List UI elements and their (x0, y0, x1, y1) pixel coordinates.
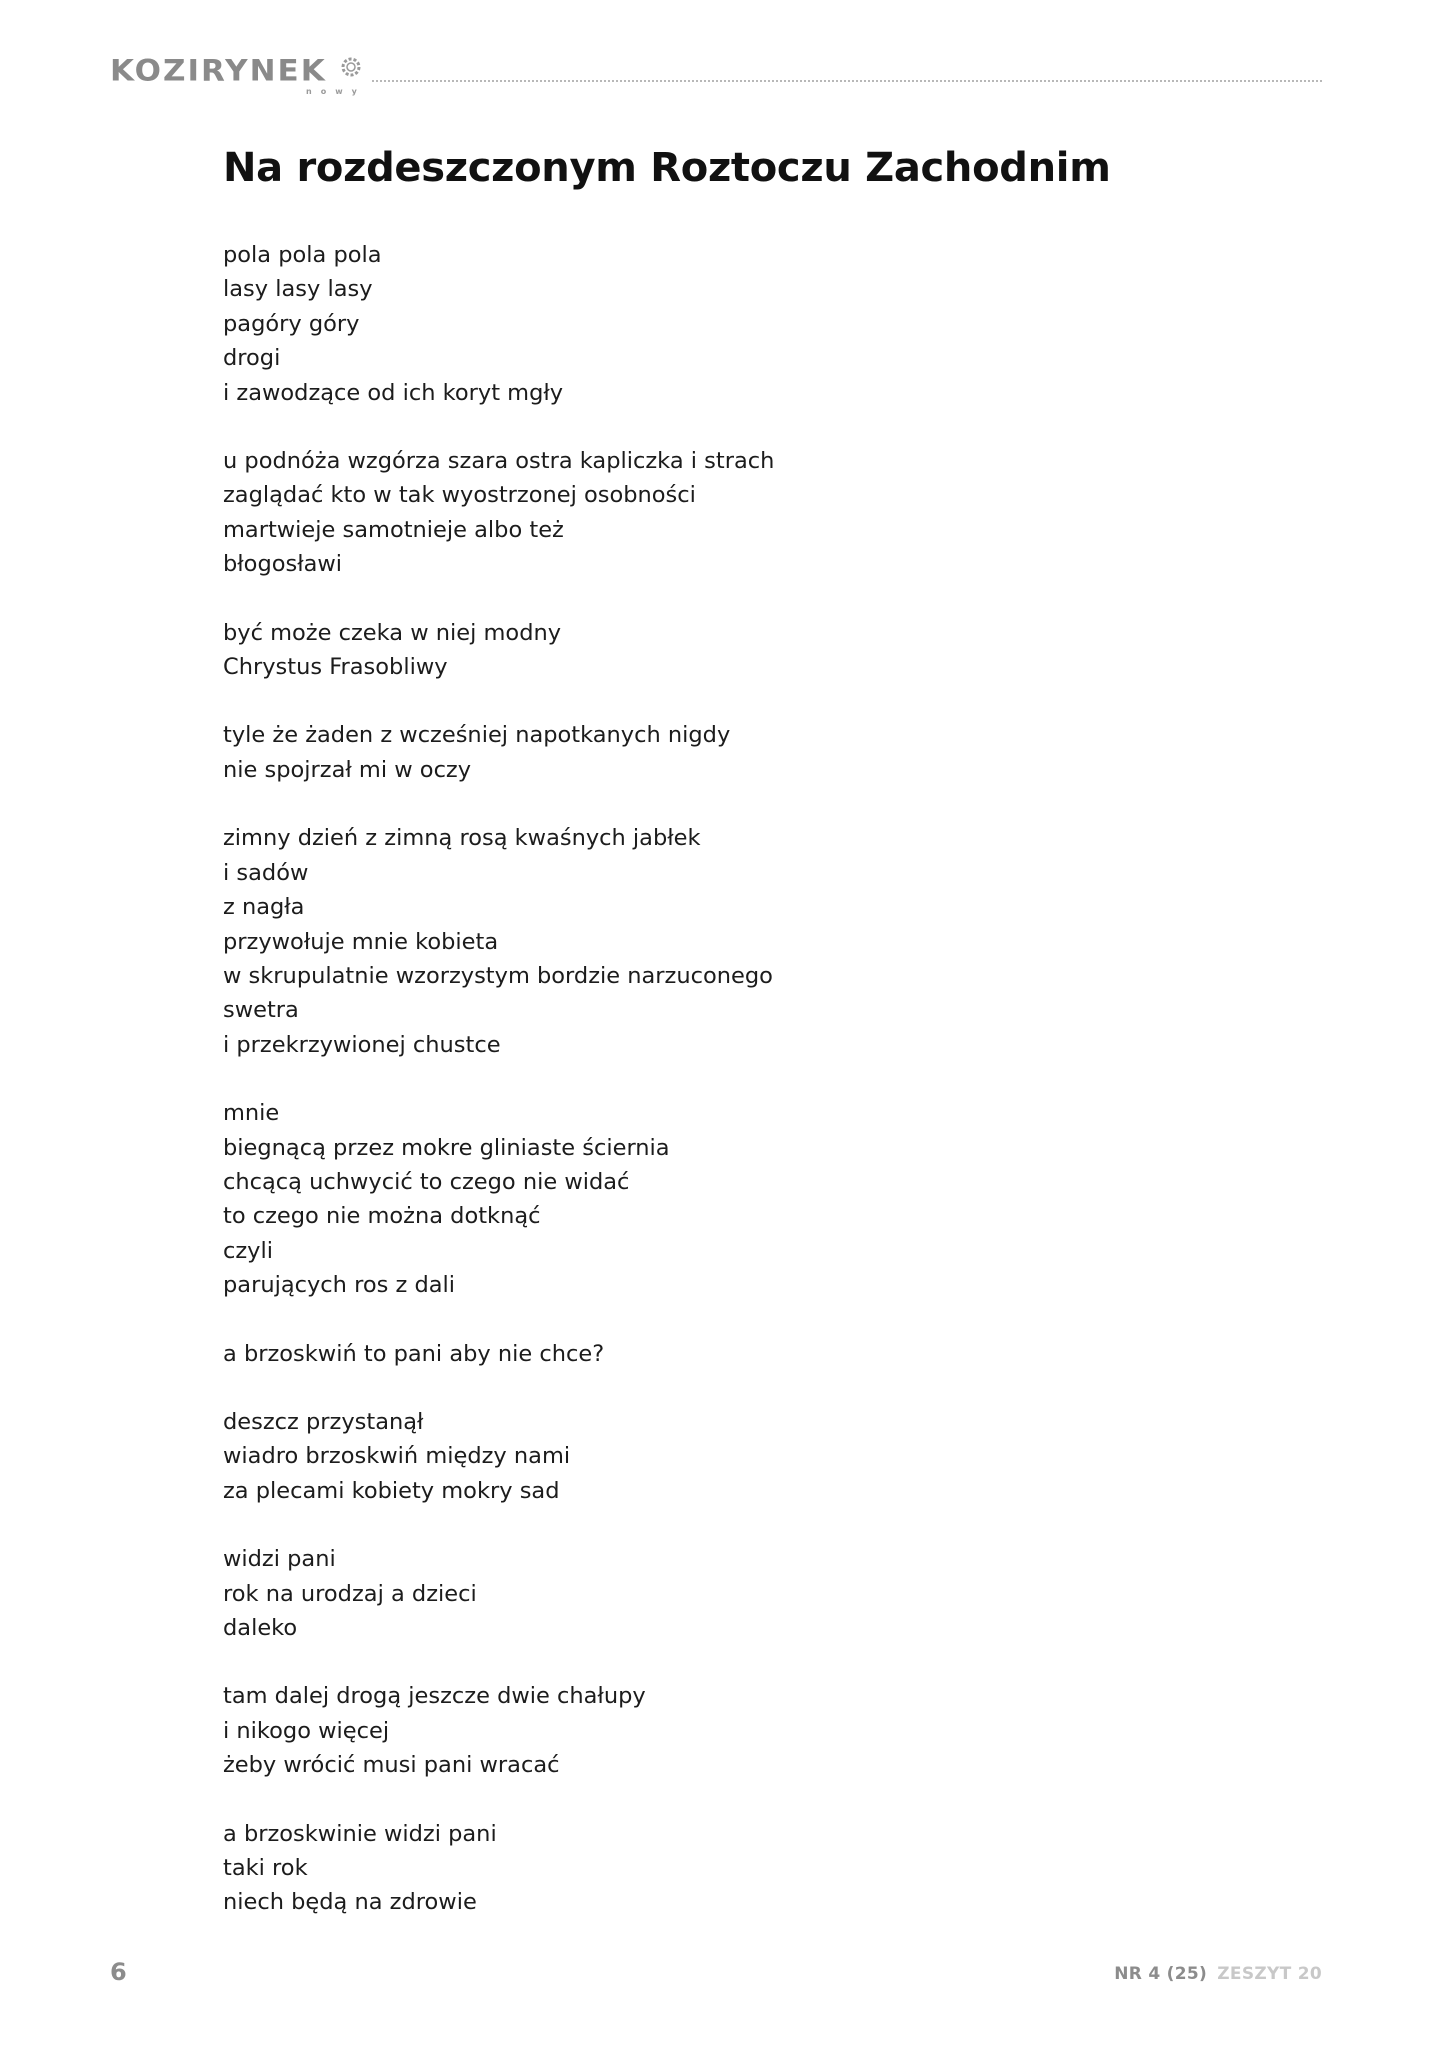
poem-stanza (223, 1817, 1223, 1920)
poem-line: Chrystus Frasobliwy (223, 654, 448, 681)
poem-line: w skrupulatnie wzorzystym bordzie narzuconego (223, 962, 773, 989)
poem-stanza (223, 1405, 1223, 1508)
poem-line: drogi (223, 345, 281, 372)
poem-line: za plecami kobiety mokry sad (223, 1477, 560, 1504)
poem-line: i zawodzące od ich koryt mgły (223, 379, 564, 406)
poem-line: z nagła (223, 894, 305, 921)
issue-number: NR 4 (25) (1114, 1964, 1208, 1984)
poem-stanza (223, 1679, 1223, 1782)
poem-line: czyli (223, 1237, 273, 1264)
poem-body (223, 238, 1223, 1920)
poem-line: widzi pani (223, 1546, 336, 1573)
zeszyt-number: ZESZYT 20 (1217, 1964, 1322, 1984)
poem-line: a brzoskwiń to pani aby nie chce? (223, 1340, 605, 1367)
poem-line: martwieje samotnieje albo też (223, 516, 564, 543)
poem-line: parujących ros z dali (223, 1272, 456, 1299)
poem-stanza (223, 718, 1223, 787)
poem-line: mnie (223, 1100, 280, 1127)
poem-stanza (223, 616, 1223, 685)
poem-line: pola pola pola (223, 242, 382, 268)
poem-line: tam dalej drogą jeszcze dwie chałupy (223, 1683, 646, 1710)
poem-line: u podnóża wzgórza szara ostra kapliczka i strach (223, 448, 775, 475)
poem-line: przywołuje mnie kobieta (223, 928, 499, 955)
page-header (110, 52, 1322, 102)
poem-stanza (223, 1542, 1223, 1645)
poem-line: to czego nie można dotknąć (223, 1203, 541, 1230)
poem-line: pagóry góry (223, 310, 360, 337)
poem-line: swetra (223, 997, 299, 1024)
poem-line: daleko (223, 1615, 298, 1641)
poem-line: żeby wrócić musi pani wracać (223, 1752, 560, 1779)
poem-line: chcącą uchwycić to czego nie widać (223, 1168, 630, 1195)
logo-text: KOZIRYNEK (110, 53, 327, 89)
header-divider (372, 80, 1322, 82)
poem-stanza (223, 821, 1223, 1062)
article (223, 142, 1223, 1954)
poem-line: lasy lasy lasy (223, 276, 373, 303)
poem-line: i sadów (223, 859, 309, 886)
poem-line: zaglądać kto w tak wyostrzonej osobności (223, 482, 696, 509)
poem-line: być może czeka w niej modny (223, 619, 562, 646)
issue-info (1114, 1964, 1322, 1984)
poem-line: wiadro brzoskwiń między nami (223, 1443, 571, 1470)
logo-subtext: nowy (306, 87, 366, 96)
poem-line: deszcz przystanął (223, 1408, 424, 1435)
poem-line: rok na urodzaj a dzieci (223, 1580, 477, 1607)
poem-line: i przekrzywionej chustce (223, 1031, 501, 1058)
poem-stanza (223, 1096, 1223, 1302)
poem-stanza (223, 238, 1223, 410)
poem-line: niech będą na zdrowie (223, 1889, 477, 1916)
poem-line: zimny dzień z zimną rosą kwaśnych jabłek (223, 825, 701, 852)
poem-line: tyle że żaden z wcześniej napotkanych nigdy (223, 722, 731, 749)
magazine-logo (110, 52, 327, 98)
poem-line: biegnącą przez mokre gliniaste ściernia (223, 1134, 670, 1161)
gear-icon (339, 55, 363, 79)
poem-line: błogosławi (223, 551, 343, 578)
poem-stanza (223, 444, 1223, 582)
poem-line: nie spojrzał mi w oczy (223, 756, 472, 783)
poem-title: Na rozdeszczonym Roztoczu Zachodnim (223, 145, 1111, 191)
page-number: 6 (110, 1958, 127, 1986)
poem-stanza (223, 1337, 1223, 1371)
poem-line: taki rok (223, 1855, 308, 1882)
poem-line: i nikogo więcej (223, 1717, 390, 1744)
poem-line: a brzoskwinie widzi pani (223, 1820, 497, 1847)
